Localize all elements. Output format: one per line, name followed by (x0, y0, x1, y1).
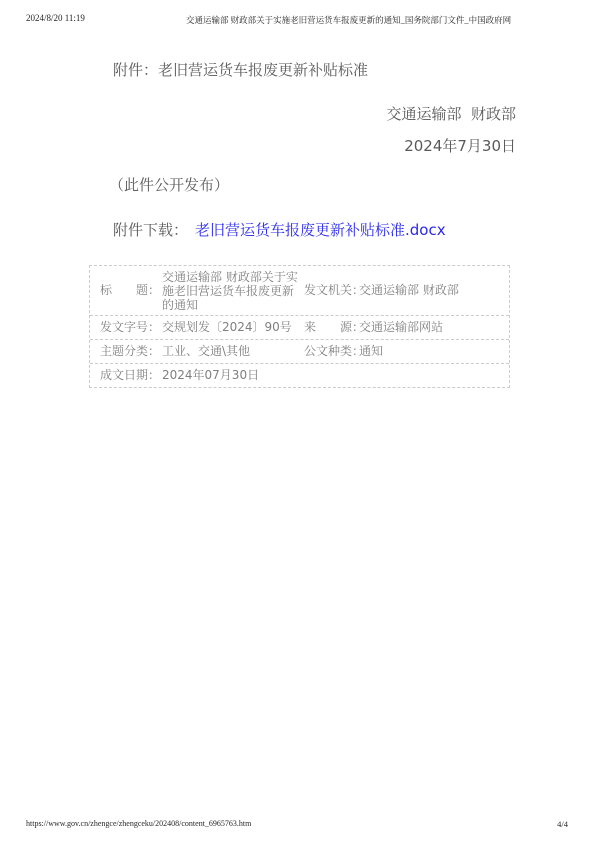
issuing-agencies: 交通运输部 财政部 (386, 105, 516, 123)
meta-label-topic-category: 主题分类： (100, 344, 161, 358)
print-header-page-title: 交通运输部 财政部关于实施老旧营运货车报废更新的通知_国务院部门文件_中国政府网 (186, 15, 512, 25)
meta-cell-source (304, 316, 509, 339)
print-footer-page-indicator: 4/4 (557, 819, 568, 829)
meta-row-signed-date (90, 364, 509, 387)
meta-label-doc-type: 公文种类： (304, 344, 365, 358)
issue-date: 2024年7月30日 (404, 137, 516, 155)
meta-row-topic-category (90, 340, 509, 364)
download-label: 附件下载： (113, 221, 189, 239)
meta-cell-doc-number (90, 316, 304, 339)
meta-cell-doc-type (304, 340, 509, 363)
meta-value-title: 交通运输部 财政部关于实施老旧营运货车报废更新的通知 (162, 269, 298, 312)
attachment-docx-link[interactable]: 老旧营运货车报废更新补贴标准.docx (195, 221, 446, 239)
meta-row-title (90, 266, 509, 316)
meta-value-issuing-agency: 交通运输部 财政部 (359, 283, 459, 297)
meta-label-issuing-agency: 发文机关： (304, 283, 365, 297)
meta-label-signed-date: 成文日期： (100, 368, 161, 382)
meta-label-doc-number: 发文字号： (100, 320, 161, 334)
attachment-download-row (113, 220, 446, 240)
meta-label-source: 来 源： (304, 320, 365, 334)
meta-cell-title (90, 266, 304, 315)
meta-value-source: 交通运输部网站 (359, 320, 444, 334)
document-meta-table (89, 265, 510, 388)
meta-cell-empty (304, 364, 509, 387)
meta-value-doc-type: 通知 (359, 344, 384, 358)
print-header-datetime: 2024/8/20 11:19 (26, 13, 85, 23)
attachment-heading: 附件：老旧营运货车报废更新补贴标准 (113, 61, 369, 79)
meta-value-topic-category: 工业、交通\其他 (162, 344, 251, 358)
meta-value-signed-date: 2024年07月30日 (162, 368, 260, 382)
meta-cell-topic-category (90, 340, 304, 363)
meta-value-doc-number: 交规划发〔2024〕90号 (162, 320, 292, 334)
public-release-note: （此件公开发布） (109, 176, 230, 194)
meta-cell-issuing-agency (304, 266, 509, 315)
print-footer-url: https://www.gov.cn/zhengce/zhengceku/202408/content_6965763.htm (26, 819, 252, 828)
meta-cell-signed-date (90, 364, 304, 387)
meta-row-doc-number (90, 316, 509, 340)
meta-label-title: 标 题： (100, 283, 161, 297)
